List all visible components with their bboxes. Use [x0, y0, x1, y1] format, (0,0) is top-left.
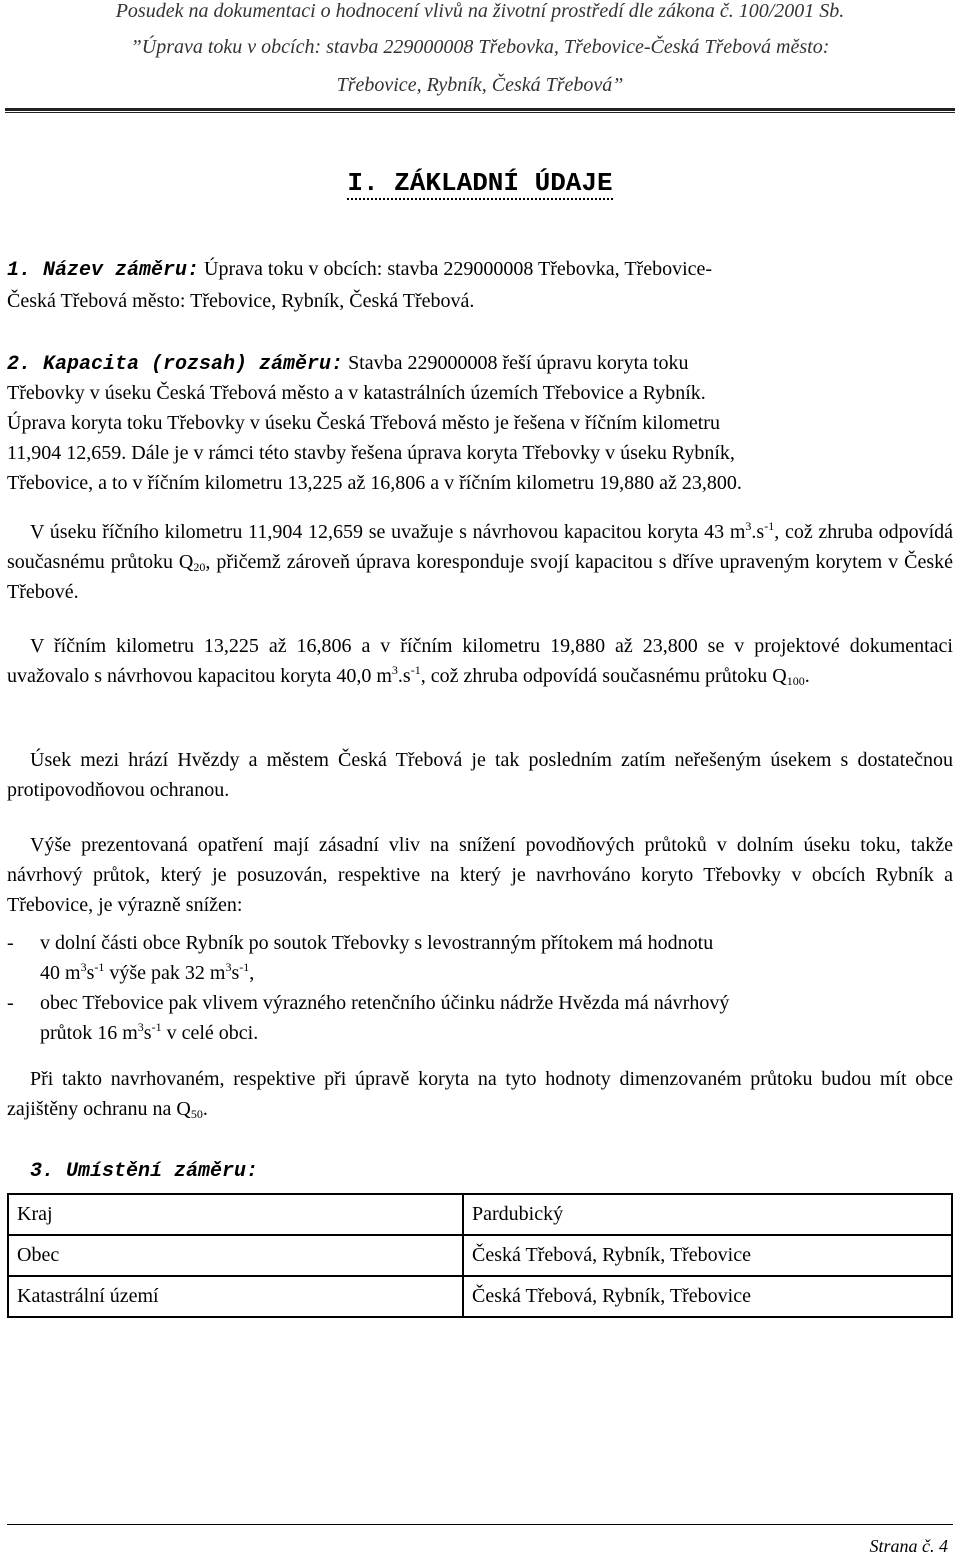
paragraph-measures: Výše prezentovaná opatření mají zásadní vliv na snížení povodňových průtoků v dolním úseku toku, takže návrhový průtok, který je posuzován, respektive na který je navrhováno koryto Třebovky v obcích Rybník a Třebovice, je výrazně snížen:	[7, 834, 953, 916]
table-cell-value: Pardubický	[463, 1194, 952, 1235]
bullet-dash-2: -	[7, 992, 14, 1014]
section-2-line-3: Úprava koryta toku Třebovky v úseku Česká Třebová město je řešena v říčním kilometru	[7, 412, 720, 434]
bullet-2-line-1: obec Třebovice pak vlivem výrazného retenčního účinku nádrže Hvězda má návrhový	[40, 992, 730, 1014]
page-number: Strana č. 4	[869, 1536, 948, 1556]
table-row	[8, 1235, 952, 1276]
section-2-line-2: Třebovky v úseku Česká Třebová město a v katastrálních územích Třebovice a Rybník.	[7, 382, 706, 404]
bullet-2-line-2: průtok 16 $m^3s^{-1}$ v celé obci.	[40, 1020, 259, 1044]
paragraph-capacity-2: V říčním kilometru 13,225 až 16,806 a v říčním kilometru 19,880 až 23,800 se v projektové dokumentaci uvažovalo s návrhovou kapacitou koryta 40,0 $m^3.s^{-1}$, což zhruba odpovídá současnému průtoku $Q_{100}$.	[7, 635, 953, 688]
bullet-1-line-2: 40 $m^3s^{-1}$ výše pak 32 $m^3s^{-1}$,	[40, 960, 255, 984]
section-1-cont: Česká Třebová město: Třebovice, Rybník, Česká Třebová.	[7, 290, 475, 312]
section-2: 2. Kapacita (rozsah) záměru: Stavba 229000008 řeší úpravu koryta toku	[7, 352, 689, 376]
section-title: I. ZÁKLADNÍ ÚDAJE	[347, 168, 613, 198]
table-cell-key: Katastrální území	[8, 1276, 463, 1317]
section-2-line-4: 11,904 12,659. Dále je v rámci této stavby řešena úprava koryta Třebovky v úseku Rybník,	[7, 442, 735, 464]
header-line-2: ”Úprava toku v obcích: stavba 229000008 Třebovka, Třebovice-Česká Třebová město:	[130, 36, 830, 58]
table-cell-value: Česká Třebová, Rybník, Třebovice	[463, 1235, 952, 1276]
header-rule	[5, 108, 955, 113]
section-3-label: 3. Umístění záměru:	[30, 1160, 259, 1183]
section-1-label: 1. Název záměru:	[7, 259, 200, 282]
table-cell-key: Kraj	[8, 1194, 463, 1235]
paragraph-protection: Při takto navrhovaném, respektive při úpravě koryta na tyto hodnoty dimenzovaném průtoku budou mít obce zajištěny ochranu na $Q_{50}$.	[7, 1068, 953, 1121]
table-cell-key: Obec	[8, 1235, 463, 1276]
header-line-1: Posudek na dokumentaci o hodnocení vlivů na životní prostředí dle zákona č. 100/2001 Sb.	[115, 0, 845, 22]
section-2-label: 2. Kapacita (rozsah) záměru:	[7, 353, 344, 376]
section-1: 1. Název záměru: Úprava toku v obcích: stavba 229000008 Třebovka, Třebovice-	[7, 258, 713, 282]
paragraph-capacity-1: V úseku říčního kilometru 11,904 12,659 se uvažuje s návrhovou kapacitou koryta 43 $m^3.s^{-1}$, což zhruba odpovídá současnému průtoku $Q_{20}$, přičemž zároveň úprava koresponduje svojí kapacitou s dříve upraveným korytem v České Třebové.	[7, 519, 953, 603]
section-2-line-5: Třebovice, a to v říčním kilometru 13,225 až 16,806 a v říčním kilometru 19,880 až 23,800.	[7, 472, 742, 494]
bullet-1-line-1: v dolní části obce Rybník po soutok Třebovky s levostranným přítokem má hodnotu	[40, 932, 714, 954]
paragraph-gap: Úsek mezi hrází Hvězdy a městem Česká Třebová je tak posledním zatím neřešeným úsekem s dostatečnou protipovodňovou ochranou.	[7, 749, 953, 801]
footer-rule	[7, 1524, 953, 1525]
location-table	[7, 1193, 953, 1318]
table-cell-value: Česká Třebová, Rybník, Třebovice	[463, 1276, 952, 1317]
bullet-dash-1: -	[7, 932, 14, 954]
table-row	[8, 1276, 952, 1317]
header-line-3: Třebovice, Rybník, Česká Třebová”	[336, 74, 624, 96]
table-row	[8, 1194, 952, 1235]
